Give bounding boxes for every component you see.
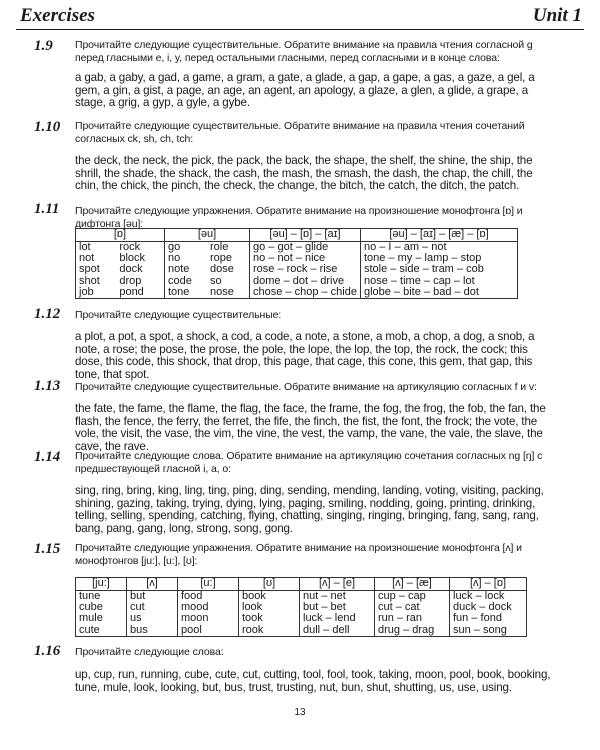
table-cell: shot (76, 276, 117, 287)
table-cell: lot (76, 242, 117, 254)
column-header: [ʌ] – [ɒ] (450, 578, 527, 591)
table-cell: nose – time – cap – lot (360, 276, 517, 287)
table-cell: luck – lock (450, 591, 527, 603)
table-cell: moon (178, 613, 239, 624)
table-cell: nut – net (300, 591, 375, 603)
table-cell: nose (210, 285, 234, 298)
table-cell: go (165, 242, 208, 254)
exercise-instruction: Прочитайте следующие существительные. Обратите внимание на правила чтения сочетаний согласных ck, sh, ch, tch: (75, 120, 525, 145)
table-cell: cut (127, 602, 178, 613)
exercise-instruction: Прочитайте следующие слова: (75, 646, 224, 658)
table-row (76, 287, 518, 299)
table-cell: dull – dell (300, 625, 375, 637)
column-header: [ʌ] – [e] (300, 578, 375, 591)
table-cell: bus (127, 625, 178, 637)
table-cell: dock (119, 263, 143, 276)
column-header: [ju:] (76, 578, 127, 591)
page-header (16, 5, 584, 30)
table-cell: took (239, 613, 300, 624)
exercise-text: a plot, a pot, a spot, a shock, a cod, a code, a note, a stone, a mob, a chop, a dog, a snob, a note, a rose; the pose, the prose, the pole, the lope, the lop, the top, the rock, the cock; this dose, this code, this shock, that drop, this page, that cage, this cone, this gem, that gap, this tone, that spot. (75, 330, 535, 381)
exercise-instruction: Прочитайте следующие упражнения. Обратите внимание на произношение монофтонга [ɒ] и дифтонга [əu]: (75, 205, 523, 230)
table-cell: pond (119, 285, 144, 298)
column-header: [u:] (178, 578, 239, 591)
table-cell: tone – my – lamp – stop (360, 253, 517, 264)
table-cell: mule (76, 613, 127, 624)
exercise-instruction: Прочитайте следующие слова. Обратите внимание на артикуляцию сочетания согласных ng [ŋ] с предшествующей гласной i, a, o: (75, 450, 543, 475)
exercise-instruction: Прочитайте следующие существительные: (75, 309, 282, 321)
table-cell: go – got – glide (250, 242, 361, 254)
table-cell: tune (76, 591, 127, 603)
table-cell: no (165, 253, 208, 264)
table-cell: cut – cat (375, 602, 450, 613)
table-cell: code (165, 276, 208, 287)
column-header: [ʌ] (127, 578, 178, 591)
exercise-number: 1.14 (34, 449, 61, 465)
exercise-instruction: Прочитайте следующие упражнения. Обратите внимание на произношение монофтонга [ʌ] и монофтонгов [ju:], [u:], [ʊ]: (75, 542, 522, 567)
table-header-row (76, 229, 518, 242)
column-header: [əu] – [aɪ] – [æ] – [ɒ] (360, 229, 517, 242)
exercise-instruction: Прочитайте следующие существительные. Обратите внимание на правила чтения согласной g перед гласными e, i, y, перед остальными гласными, перед согласными и в конце слова: (75, 39, 533, 64)
exercise-number: 1.13 (34, 378, 61, 394)
header-right: Unit 1 (532, 5, 582, 26)
exercise-number: 1.10 (34, 119, 61, 135)
table-cell: food (178, 591, 239, 603)
table-cell: rock (119, 241, 141, 253)
table-cell: look (239, 602, 300, 613)
phonetics-table (75, 577, 527, 637)
table-cell: fun – fond (450, 613, 527, 624)
table-cell: cute (76, 625, 127, 637)
exercise-text: a gab, a gaby, a gad, a game, a gram, a gate, a glade, a gap, a gape, a gas, a gaze, a gel, a gem, a gin, a gist, a page, an age, an agent, an apology, a glaze, a glen, a glide, a grape, a stage, a grig, a gyp, a gyle, a gybe. (75, 71, 535, 110)
table-cell: so (210, 274, 222, 287)
exercise-instruction: Прочитайте следующие существительные. Обратите внимание на артикуляцию согласных f и v: (75, 381, 537, 393)
table-cell: cube (76, 602, 127, 613)
column-header: [əu] (165, 229, 250, 242)
exercise-text: up, cup, run, running, cube, cute, cut, cutting, tool, fool, took, taking, moon, pool, book, booking, tune, mule, look, looking, but, bus, trust, trusting, nut, bun, shut, shutting, us, use, using. (75, 668, 551, 694)
table-cell: role (210, 241, 229, 253)
table-cell: run – ran (375, 613, 450, 624)
table-row (76, 613, 527, 624)
table-header-row (76, 578, 527, 591)
column-header: [ʊ] (239, 578, 300, 591)
phonetics-table (75, 228, 518, 299)
table-cell: rope (210, 252, 233, 265)
column-header: [ɒ] (76, 229, 165, 242)
exercise-number: 1.12 (34, 306, 61, 322)
table-cell: dome – dot – drive (250, 276, 361, 287)
table-row (76, 625, 527, 637)
table-cell: note (165, 264, 208, 275)
table-cell: luck – lend (300, 613, 375, 624)
column-header: [əu] – [ɒ] – [aɪ] (250, 229, 361, 242)
table-cell: pool (178, 625, 239, 637)
table-cell: but (127, 591, 178, 603)
table-cell: us (127, 613, 178, 624)
table-cell: duck – dock (450, 602, 527, 613)
table-cell: tone (165, 287, 208, 299)
table-cell: no – I – am – not (360, 242, 517, 254)
table-cell: drop (119, 274, 142, 287)
table-cell: mood (178, 602, 239, 613)
table-cell: but – bet (300, 602, 375, 613)
exercise-text: the deck, the neck, the pick, the pack, the back, the shape, the shelf, the shine, the ship, the shrill, the shade, the shack, the cash, the mash, the smash, the dash, the chap, the chill, the chin, the chick, the pinch, the check, the change, the bitch, the catch, the ditch, the patch. (75, 154, 533, 193)
table-cell: block (119, 252, 146, 265)
table-cell: chose – chop – chide (250, 287, 361, 299)
table-cell: stole – side – tram – cob (360, 264, 517, 275)
table-cell: drug – drag (375, 625, 450, 637)
exercise-text: the fate, the fame, the flame, the flag, the face, the frame, the fog, the frog, the fob, the fan, the flash, the fence, the ferry, the ferret, the fife, the finch, the fist, the font, the frock; the vote, the vole, the visit, the vase, the vim, the vine, the vest, the vamp, the vane, the vale, the slave, the cave, the rave. (75, 402, 546, 453)
table-cell: not (76, 253, 117, 264)
exercise-number: 1.15 (34, 541, 61, 557)
exercise-number: 1.16 (34, 643, 61, 659)
table-cell: rose – rock – rise (250, 264, 361, 275)
table-cell: job (76, 287, 117, 299)
exercise-number: 1.11 (34, 201, 60, 217)
column-header: [ʌ] – [æ] (375, 578, 450, 591)
table-row (76, 264, 518, 275)
table-cell: sun – song (450, 625, 527, 637)
exercise-text: sing, ring, bring, king, ling, ting, ping, ding, sending, mending, landing, voting, visiting, packing, shining, gazing, taking, trying, dying, lying, paging, smiling, nodding, going, printing, drinking, telling, selling, spending, catching, flying, chatting, singing, ringing, bringing, fang, sang, rang, bang, pang, gang, long, strong, song, gong. (75, 484, 544, 535)
table-cell: dose (210, 263, 234, 276)
table-cell: rook (239, 625, 300, 637)
table-cell: globe – bite – bad – dot (360, 287, 517, 299)
table-cell: no – not – nice (250, 253, 361, 264)
table-cell: book (239, 591, 300, 603)
header-left: Exercises (20, 5, 95, 26)
table-cell: spot (76, 264, 117, 275)
exercise-number: 1.9 (34, 38, 53, 54)
page-number: 13 (294, 707, 306, 718)
table-cell: cup – cap (375, 591, 450, 603)
